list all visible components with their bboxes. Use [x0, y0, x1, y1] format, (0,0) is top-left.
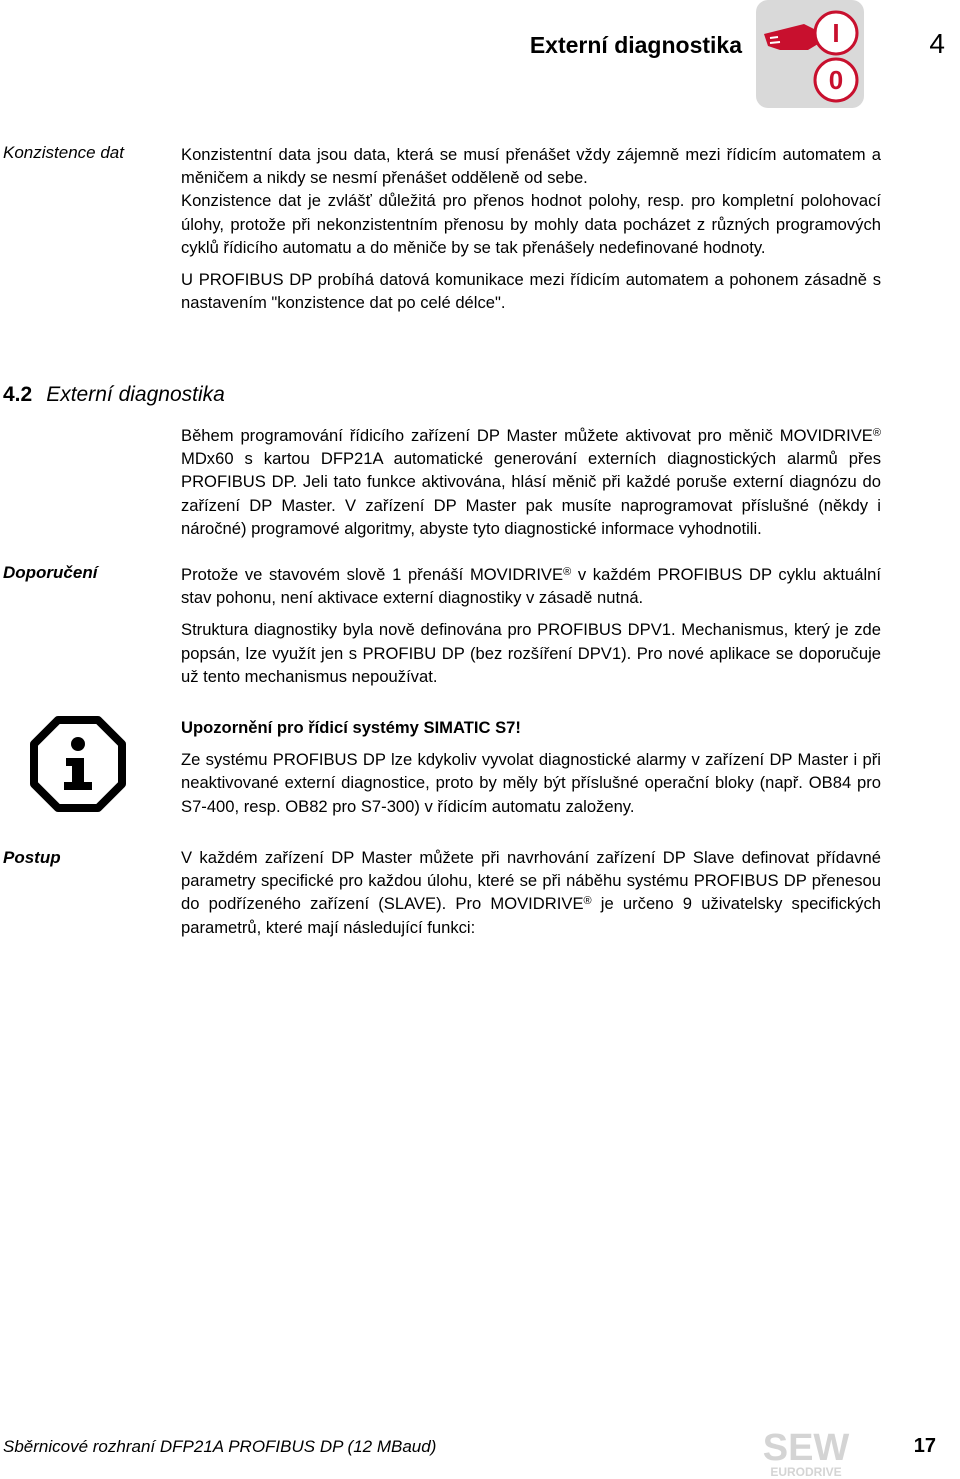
section-number: 4.2: [3, 383, 33, 406]
paragraph: Během programování řídicího zařízení DP Master můžete aktivovat pro měnič MOVIDRIVE® MDx60 s kartou DFP21A automatické generování externích diagnostických alarmů přes PROFIBUS DP. Jeli tato funkce aktivována, hlásí měnič při každé poruše externí diagnózu do zařízení DP Master. V zařízení DP Master pak musíte naprogramovat příslušné (někdy i náročné) programové algoritmy, abyste tyto diagnostické informace vyhodnotili.: [181, 426, 881, 538]
side-label-postup: Postup: [3, 848, 61, 867]
section-heading: [3, 383, 225, 407]
doporuceni-block: [181, 563, 881, 688]
note-text: Ze systému PROFIBUS DP lze kdykoliv vyvolat diagnostické alarmy v zařízení DP Master i při neaktivované externí diagnostice, proto by měly být příslušné operační bloky (např. OB84 pro S7-400, resp. OB82 pro S7-300) v řídicím automatu založeny.: [181, 750, 881, 816]
paragraph: Konzistentní data jsou data, která se musí přenášet vždy zájemně mezi řídicím automatem a měničem a nikdy se nesmí přenášet odděleně od sebe.: [181, 145, 881, 188]
power-switch-icon: [756, 0, 864, 108]
registered-mark: ®: [563, 566, 572, 578]
paragraph: V každém zařízení DP Master můžete při navrhování zařízení DP Slave definovat přídavné parametry specifické pro každou úlohu, které se při náběhu systému PROFIBUS DP přenesou do podřízeného zařízení (SLAVE). Pro MOVIDRIVE® je určeno 9 uživatelsky specifických parametrů, které mají následující funkci:: [181, 848, 881, 937]
switch-off-glyph: 0: [828, 65, 844, 95]
paragraph: Protože ve stavovém slově 1 přenáší MOVIDRIVE® v každém PROFIBUS DP cyklu aktuální stav pohonu, není aktivace externí diagnostiky v zásadě nutná.: [181, 565, 881, 608]
section-title: Externí diagnostika: [46, 383, 225, 406]
footer-document-title: Sběrnicové rozhraní DFP21A PROFIBUS DP (12 MBaud): [3, 1437, 437, 1456]
switch-on-glyph: I: [832, 18, 840, 48]
note-block: [181, 716, 881, 818]
svg-text:SEW: SEW: [762, 1427, 850, 1469]
info-icon: [30, 716, 126, 812]
page-header-title: Externí diagnostika: [529, 32, 742, 58]
registered-mark: ®: [583, 895, 592, 908]
registered-mark: ®: [872, 427, 881, 439]
section-intro-block: [181, 424, 881, 540]
paragraph: Konzistence dat je zvlášť důležitá pro přenos hodnot polohy, resp. pro kompletní polohovací úlohy, protože při nekonzistentním přenosu by mohly data pocházet z různých programových cyklů řídicího automatu a do měniče by se tak přenášely nedefinované hodnoty.: [181, 191, 881, 257]
side-label-konzistence: Konzistence dat: [3, 143, 124, 162]
side-label-doporuceni: Doporučení: [3, 563, 98, 582]
page-number: 17: [913, 1435, 936, 1457]
note-title: Upozornění pro řídicí systémy SIMATIC S7!: [181, 718, 521, 737]
paragraph: Struktura diagnostiky byla nově definována pro PROFIBUS DPV1. Mechanismus, který je zde popsán, lze využít jen s PROFIBU DP (bez rozšíření DPV1). Pro nové aplikace se doporučuje už tento mechanismus nepoužívat.: [181, 620, 881, 686]
sew-eurodrive-logo: [751, 1426, 861, 1478]
postup-block: [181, 846, 881, 939]
chapter-number: 4: [929, 28, 945, 59]
svg-text:EURODRIVE: EURODRIVE: [770, 1465, 842, 1478]
paragraph: U PROFIBUS DP probíhá datová komunikace mezi řídicím automatem a pohonem zásadně s nastavením "konzistence dat po celé délce".: [181, 270, 881, 313]
konzistence-block: [181, 143, 881, 314]
